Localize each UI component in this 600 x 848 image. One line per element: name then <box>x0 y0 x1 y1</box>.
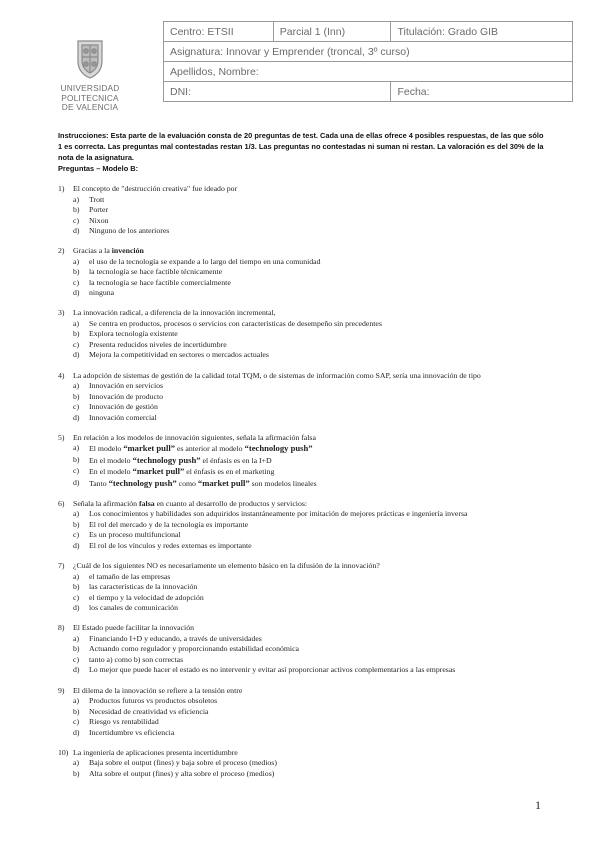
option-letter: c) <box>73 466 80 476</box>
page-number: 1 <box>535 798 541 812</box>
university-emblem-icon <box>73 37 107 81</box>
answer-option[interactable] <box>58 634 550 645</box>
option-text: Actuando como regulador y proporcionando estabilidad económica <box>89 644 300 654</box>
option-letter: b) <box>73 267 80 277</box>
model-name: “market pull” <box>123 443 176 454</box>
option-text: Es un proceso multifuncional <box>89 530 181 540</box>
question-number: 5) <box>58 432 65 442</box>
option-text: Explora tecnología existente <box>89 329 178 339</box>
option-letter: b) <box>73 644 80 654</box>
answer-option[interactable] <box>58 226 550 237</box>
option-letter: c) <box>73 277 80 287</box>
question-text: La innovación radical, a diferencia de la innovación incremental, <box>73 308 276 318</box>
option-text: el uso de la tecnología se expande a lo largo del tiempo en una comunidad <box>89 256 321 266</box>
question-text: El dilema de la innovación se refiere a la tensión entre <box>73 685 243 695</box>
option-letter: c) <box>73 402 80 412</box>
option-text: el tiempo y la velocidad de adopción <box>89 592 204 602</box>
option-text: los canales de comunicación <box>89 603 178 613</box>
answer-option[interactable] <box>58 267 550 278</box>
option-letter: d) <box>73 477 80 487</box>
answer-option[interactable] <box>58 728 550 739</box>
option-text: Se centra en productos, procesos o servicios con características de desempeño sin precedentes <box>89 318 382 328</box>
question-number: 8) <box>58 623 65 633</box>
question-number: 1) <box>58 184 65 193</box>
option-text <box>89 455 550 467</box>
option-letter: b) <box>73 706 80 716</box>
option-text-part: son modelos lineales <box>249 478 317 488</box>
question-8 <box>58 623 550 676</box>
option-text: Los conocimientos y habilidades son adquiridos instantáneamente por imitación de mejores prácticas e ingeniería inversa <box>89 509 468 519</box>
question-text: El concepto de "destrucción creativa" fue ideado por <box>73 184 238 193</box>
question-text-emphasis: invención <box>111 246 144 256</box>
question-text <box>73 246 550 257</box>
option-letter: b) <box>73 582 80 592</box>
option-letter: d) <box>73 665 80 675</box>
question-text: La ingeniería de aplicaciones presenta incertidumbre <box>73 747 238 757</box>
logo-line-3: DE VALENCIA <box>61 102 119 113</box>
option-text-part: el énfasis es en la I+D <box>200 455 272 465</box>
answer-option[interactable] <box>58 195 550 206</box>
question-number: 6) <box>58 498 65 508</box>
option-text: Incertidumbre vs eficiencia <box>89 727 175 737</box>
answer-option[interactable] <box>58 350 550 361</box>
option-letter: b) <box>73 329 80 339</box>
option-text-part: es anterior al modelo <box>175 444 245 454</box>
answer-option[interactable] <box>58 593 550 604</box>
option-text-part: como <box>176 478 198 488</box>
instructions-text: Instrucciones: Esta parte de la evaluación consta de 20 preguntas de test. Cada una de ellas ofrece 4 posibles respuestas, de las que sólo 1 es correcta. Las preguntas mal contestadas restan 1/3. Las preguntas no contestadas ni suman ni restan. La valoración es del 30% de la nota de la asignatura. <box>58 131 544 162</box>
option-letter: a) <box>73 381 80 391</box>
question-text: La adopción de sistemas de gestión de la calidad total TQM, o de sistemas de información como SAP, sería una innovación de tipo <box>73 370 481 380</box>
answer-option[interactable] <box>58 319 550 330</box>
option-text: las características de la innovación <box>89 582 198 592</box>
question-number: 3) <box>58 308 65 318</box>
answer-option[interactable] <box>58 696 550 707</box>
answer-option[interactable] <box>58 717 550 728</box>
option-text <box>89 478 550 490</box>
answer-option[interactable] <box>58 665 550 676</box>
answer-option[interactable] <box>58 205 550 216</box>
option-text: ninguna <box>89 288 115 298</box>
question-4 <box>58 371 550 424</box>
instructions <box>58 130 548 174</box>
option-letter: d) <box>73 727 80 737</box>
question-5 <box>58 433 550 490</box>
question-text-part: Señala la afirmación <box>73 498 140 508</box>
answer-option[interactable] <box>58 443 550 455</box>
option-text: Trott <box>89 194 105 204</box>
answer-option[interactable] <box>58 288 550 299</box>
question-text: ¿Cuál de los siguientes NO es necesariamente un elemento básico en la difusión de la innovación? <box>73 561 380 571</box>
answer-option[interactable] <box>58 707 550 718</box>
question-number: 4) <box>58 370 65 380</box>
answer-option[interactable] <box>58 455 550 467</box>
option-letter: d) <box>73 603 80 613</box>
question-7 <box>58 561 550 614</box>
option-text-part: En el modelo <box>89 467 133 477</box>
answer-option[interactable] <box>58 572 550 583</box>
option-text-part: En el modelo <box>89 455 133 465</box>
option-letter: c) <box>73 717 80 726</box>
option-text <box>89 466 550 478</box>
option-letter: a) <box>73 696 80 705</box>
answer-option[interactable] <box>58 329 550 340</box>
option-text: Nixon <box>89 215 109 225</box>
question-text-emphasis: falsa <box>139 498 155 508</box>
option-text: Riesgo vs rentabilidad <box>89 717 159 726</box>
answer-option[interactable] <box>58 541 550 552</box>
question-9 <box>58 686 550 739</box>
question-text: En relación a los modelos de innovación siguientes, señala la afirmación falsa <box>73 432 316 442</box>
question-text-part: en cuanto al desarrollo de productos y servicios: <box>154 498 308 508</box>
answer-option[interactable] <box>58 478 550 490</box>
option-text: El rol de los vínculos y redes externas es importante <box>89 540 252 550</box>
option-letter: a) <box>73 758 80 768</box>
dni-field[interactable]: DNI: <box>164 82 391 102</box>
option-text-part: el énfasis es en el marketing <box>184 467 275 477</box>
answer-option[interactable] <box>58 340 550 351</box>
parcial-field: Parcial 1 (Inn) <box>273 22 391 42</box>
option-text: Productos futuros vs productos obsoletos <box>89 696 218 705</box>
question-1 <box>58 184 550 237</box>
option-letter: a) <box>73 509 80 519</box>
option-letter: c) <box>73 215 80 225</box>
option-letter: a) <box>73 194 80 204</box>
answer-option[interactable] <box>58 509 550 520</box>
model-name: “technology push” <box>132 454 201 465</box>
question-10 <box>58 748 550 780</box>
option-letter: b) <box>73 768 80 778</box>
answer-option[interactable] <box>58 413 550 424</box>
option-text <box>89 443 550 455</box>
titulacion-field: Titulación: Grado GIB <box>391 22 573 42</box>
option-letter: d) <box>73 350 80 360</box>
question-text: El Estado puede facilitar la innovación <box>73 623 195 633</box>
option-text: Financiando I+D y educando, a través de universidades <box>89 633 262 643</box>
option-letter: d) <box>73 288 80 298</box>
option-letter: a) <box>73 571 80 581</box>
questions-subtitle: Preguntas – Modelo B: <box>58 164 139 173</box>
option-letter: b) <box>73 391 80 401</box>
option-text: la tecnología se hace factible técnicamente <box>89 267 223 277</box>
option-text: Innovación de producto <box>89 391 164 401</box>
question-3 <box>58 308 550 361</box>
answer-option[interactable] <box>58 216 550 227</box>
model-name: “market pull” <box>197 477 250 488</box>
option-text: Innovación comercial <box>89 412 157 422</box>
option-text: tanto a) como b) son correctas <box>89 654 184 664</box>
option-text: El rol del mercado y de la tecnología es importante <box>89 519 249 529</box>
option-text: Presenta reducidos niveles de incertidumbre <box>89 339 227 349</box>
question-list <box>58 184 550 789</box>
option-letter: b) <box>73 205 80 214</box>
option-letter: a) <box>73 633 80 643</box>
question-number: 2) <box>58 246 65 256</box>
option-text: Alta sobre el output (fines) y alta sobre el proceso (medios) <box>89 768 275 778</box>
option-text: Ninguno de los anteriores <box>89 226 170 235</box>
exam-header-table <box>163 21 573 102</box>
option-text: Baja sobre el output (fines) y baja sobre el proceso (medios) <box>89 758 277 768</box>
option-text: Innovación de gestión <box>89 402 158 412</box>
question-number: 7) <box>58 561 65 571</box>
fecha-field[interactable]: Fecha: <box>391 82 573 102</box>
option-letter: d) <box>73 412 80 422</box>
answer-option[interactable] <box>58 655 550 666</box>
option-text: Necesidad de creatividad vs eficiencia <box>89 706 209 716</box>
answer-option[interactable] <box>58 381 550 392</box>
option-letter: a) <box>73 256 80 266</box>
option-text: el tamaño de las empresas <box>89 571 171 581</box>
option-text-part: El modelo <box>89 444 124 454</box>
option-text-part: Tanto <box>89 478 109 488</box>
answer-option[interactable] <box>58 644 550 655</box>
question-text <box>73 499 550 510</box>
option-text: la tecnología se hace factible comercialmente <box>89 277 231 287</box>
question-text-part: Gracias a la <box>73 246 112 256</box>
option-text: Innovación en servicios <box>89 381 164 391</box>
logo-line-2: POLITECNICA <box>61 92 119 103</box>
question-number: 9) <box>58 685 65 695</box>
model-name: “technology push” <box>108 477 177 488</box>
answer-option[interactable] <box>58 582 550 593</box>
option-letter: a) <box>73 443 80 453</box>
option-letter: d) <box>73 226 80 235</box>
option-letter: c) <box>73 339 80 349</box>
option-text: Lo mejor que puede hacer el estado es no intervenir y evitar así proporcionar activos complementarios a las empresas <box>89 665 456 675</box>
answer-option[interactable] <box>58 603 550 614</box>
answer-option[interactable] <box>58 530 550 541</box>
answer-option[interactable] <box>58 520 550 531</box>
option-letter: b) <box>73 454 80 464</box>
option-letter: c) <box>73 592 80 602</box>
answer-option[interactable] <box>58 466 550 478</box>
model-name: “market pull” <box>132 466 185 477</box>
option-letter: a) <box>73 318 80 328</box>
answer-option[interactable] <box>58 257 550 268</box>
question-number: 10) <box>58 747 69 757</box>
answer-option[interactable] <box>58 392 550 403</box>
option-letter: c) <box>73 530 80 540</box>
question-6 <box>58 499 550 552</box>
answer-option[interactable] <box>58 769 550 780</box>
option-letter: b) <box>73 519 80 529</box>
university-logo <box>52 37 128 113</box>
option-text: Mejora la competitividad en sectores o mercados actuales <box>89 350 269 360</box>
model-name: “technology push” <box>244 443 313 454</box>
centro-field: Centro: ETSII <box>164 22 274 42</box>
option-letter: d) <box>73 540 80 550</box>
option-letter: c) <box>73 654 80 664</box>
answer-option[interactable] <box>58 758 550 769</box>
answer-option[interactable] <box>58 402 550 413</box>
logo-line-1: UNIVERSIDAD <box>60 83 120 93</box>
question-2 <box>58 246 550 299</box>
asignatura-field: Asignatura: Innovar y Emprender (troncal, 3º curso) <box>164 42 573 62</box>
option-text: Porter <box>89 205 109 214</box>
apellidos-nombre-field[interactable]: Apellidos, Nombre: <box>164 62 573 82</box>
answer-option[interactable] <box>58 278 550 289</box>
